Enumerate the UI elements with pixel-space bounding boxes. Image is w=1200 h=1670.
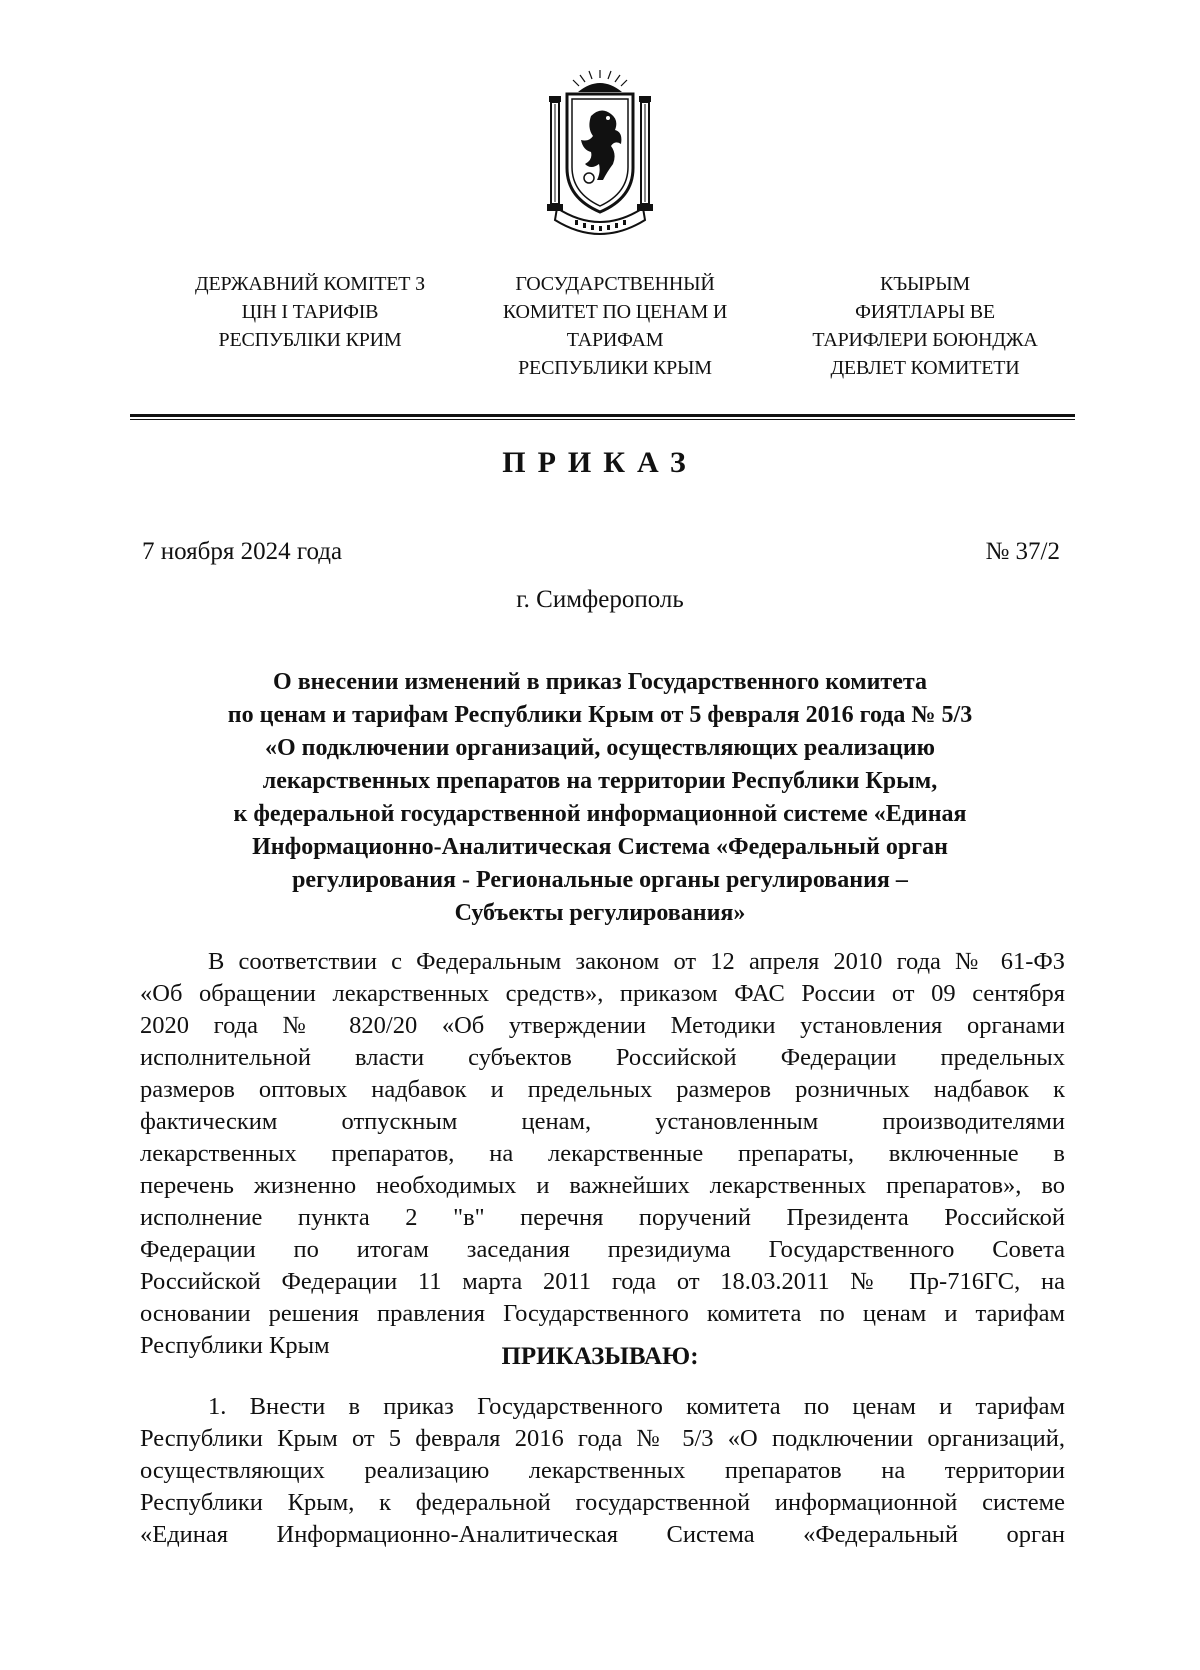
header-line: ТАРИФЛЕРИ БОЮНДЖА [812, 329, 1038, 351]
item-1-line: осуществляющих реализацию лекарственных препаратов на территории [140, 1457, 1065, 1484]
header-line: КОМИТЕТ ПО ЦЕНАМ И [502, 301, 728, 323]
order-number: № 37/2 [985, 538, 1060, 565]
preamble-line: Республики Крым [140, 1332, 330, 1359]
header-line: ДЕВЛЕТ КОМИТЕТИ [830, 357, 1020, 379]
preamble-line: размеров оптовых надбавок и предельных размеров розничных надбавок к [140, 1076, 1065, 1103]
agency-header [150, 270, 1070, 400]
header-divider-thin [130, 419, 1075, 420]
preamble-line: исполнительной власти субъектов Российской Федерации предельных [140, 1044, 1065, 1071]
preamble-line: «Об обращении лекарственных средств», приказом ФАС России от 09 сентября [140, 980, 1065, 1007]
preamble-line: перечень жизненно необходимых и важнейших лекарственных препаратов», во [140, 1172, 1065, 1199]
preamble-line: В соответствии с Федеральным законом от 12 апреля 2010 года № 61-ФЗ [208, 948, 1065, 975]
subject-line: «О подключении организаций, осуществляющих реализацию [264, 735, 936, 761]
item-1-line: «Единая Информационно-Аналитическая Система «Федеральный орган [140, 1521, 1065, 1548]
subject-line: Субъекты регулирования» [454, 900, 746, 926]
order-directive-heading: ПРИКАЗЫВАЮ: [501, 1343, 699, 1370]
order-subject [140, 666, 1060, 930]
preamble-line: Российской Федерации 11 марта 2011 года от 18.03.2011 № Пр-716ГС, на [140, 1268, 1065, 1295]
subject-line: лекарственных препаратов на территории Республики Крым, [262, 768, 938, 794]
preamble-line: основании решения правления Государственного комитета по ценам и тарифам [140, 1300, 1065, 1327]
subject-line: по ценам и тарифам Республики Крым от 5 февраля 2016 года № 5/3 [227, 702, 973, 728]
agency-name-russian [455, 270, 775, 382]
preamble-line: 2020 года № 820/20 «Об утверждении Методики установления органами [140, 1012, 1065, 1039]
preamble-line: Федерации по итогам заседания президиума Государственного Совета [140, 1236, 1065, 1263]
header-line: РЕСПУБЛИКИ КРЫМ [518, 357, 712, 379]
header-line: ТАРИФАМ [566, 329, 664, 351]
preamble-line: лекарственных препаратов, на лекарственные препараты, включенные в [140, 1140, 1065, 1167]
subject-line: О внесении изменений в приказ Государственного комитета [273, 669, 927, 695]
header-line: ГОСУДАРСТВЕННЫЙ [515, 273, 715, 295]
order-date: 7 ноября 2024 года [142, 538, 343, 565]
preamble-line: фактическим отпускным ценам, установленным производителями [140, 1108, 1065, 1135]
header-divider-thick [130, 414, 1075, 417]
agency-name-ukrainian [170, 270, 450, 354]
subject-line: к федеральной государственной информационной системе «Единая [233, 801, 967, 827]
subject-line: Информационно-Аналитическая Система «Федеральный орган [252, 834, 948, 860]
header-line: ФИЯТЛАРЫ ВЕ [855, 301, 995, 323]
header-line: ЦІН І ТАРИФІВ [241, 301, 379, 323]
item-1-line: 1. Внести в приказ Государственного комитета по ценам и тарифам [208, 1393, 1065, 1420]
header-line: РЕСПУБЛІКИ КРИМ [218, 329, 402, 351]
item-1-paragraph [140, 1391, 1065, 1551]
order-city: г. Симферополь [516, 586, 684, 613]
preamble-paragraph [140, 946, 1065, 1362]
agency-name-crimean-tatar [780, 270, 1070, 382]
preamble-line: исполнение пункта 2 "в" перечня поручений Президента Российской [140, 1204, 1065, 1231]
crimea-coat-of-arms-emblem [545, 68, 655, 244]
header-line: ДЕРЖАВНИЙ КОМІТЕТ З [195, 273, 425, 295]
document-title: ПРИКАЗ [502, 446, 698, 479]
subject-line: регулирования - Региональные органы регулирования – [292, 867, 908, 893]
header-line: КЪЫРЫМ [879, 273, 971, 295]
item-1-line: Республики Крым, к федеральной государственной информационной системе [140, 1489, 1065, 1516]
item-1-line: Республики Крым от 5 февраля 2016 года № 5/3 «О подключении организаций, [140, 1425, 1065, 1452]
